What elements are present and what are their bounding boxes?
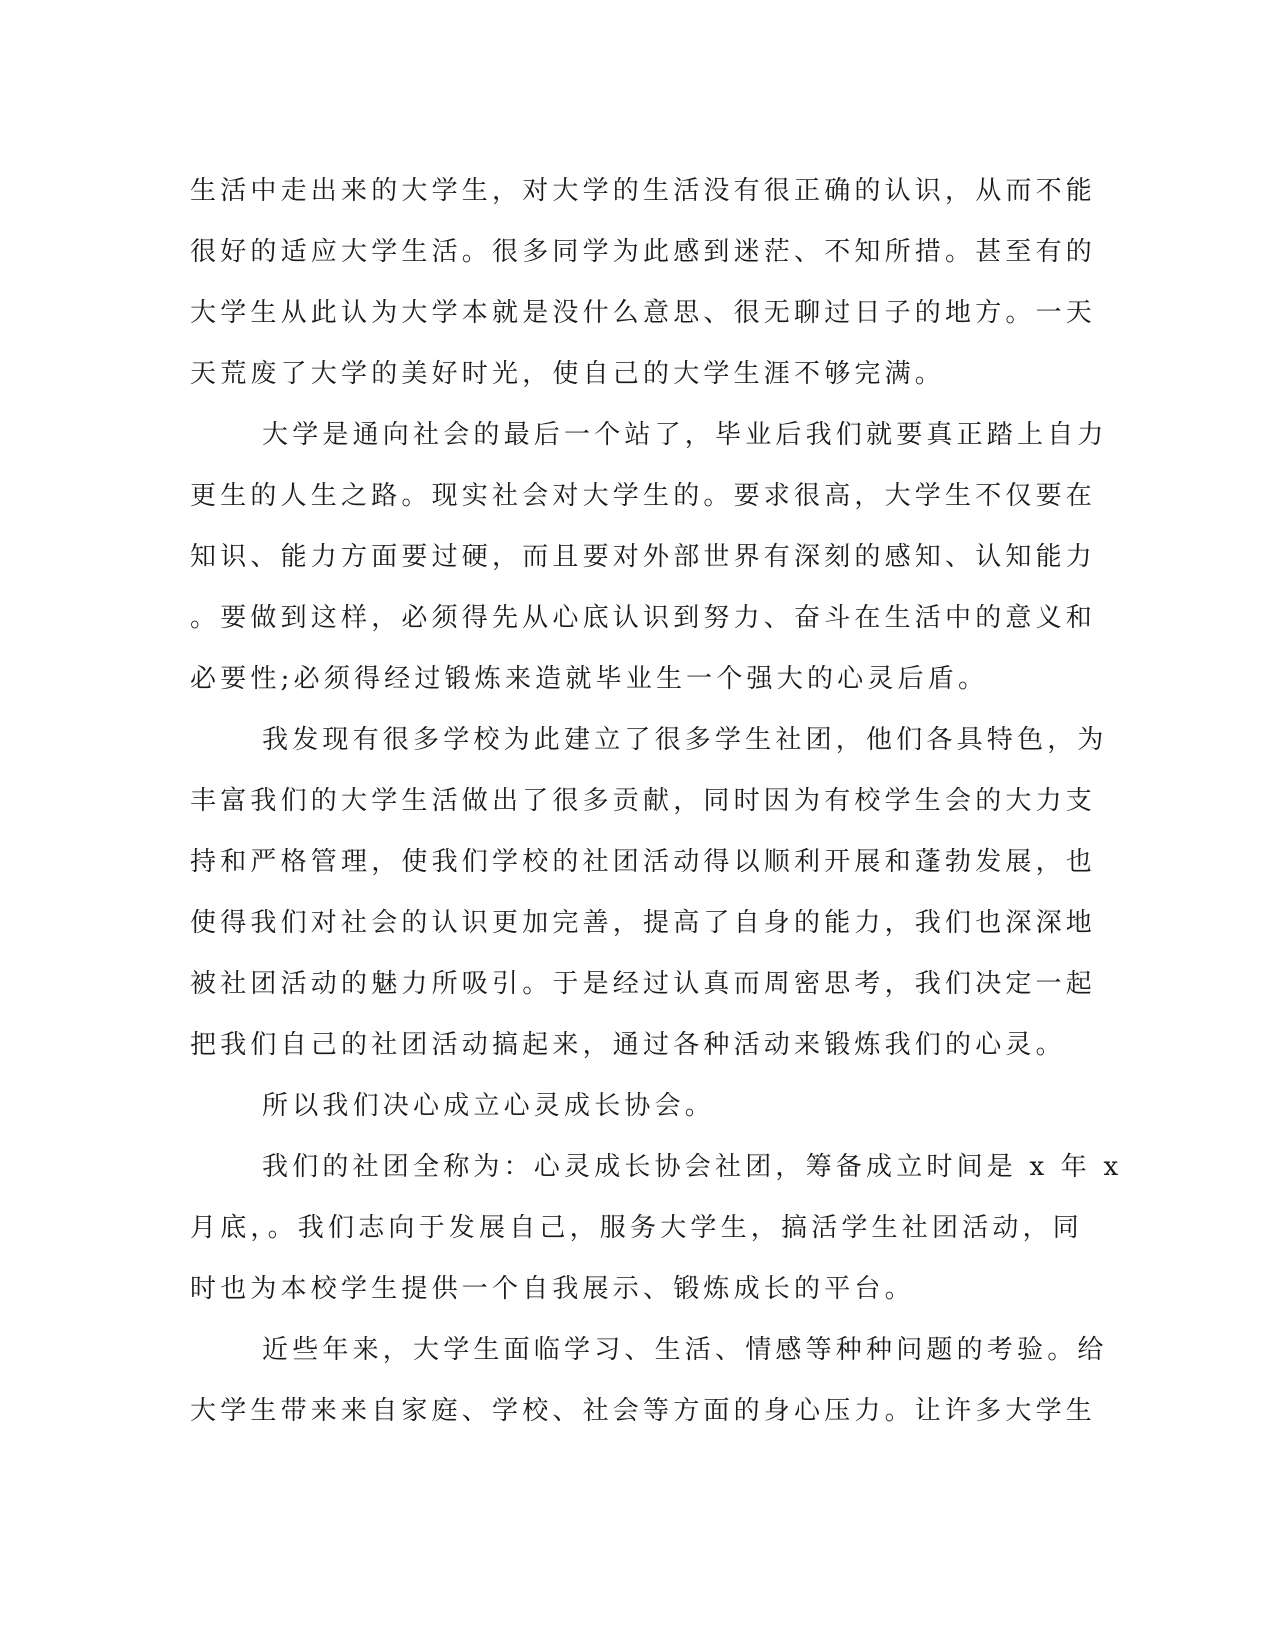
- text-line: 所以我们决心成立心灵成长协会。: [262, 1091, 716, 1121]
- text-line: 我发现有很多学校为此建立了很多学生社团，他们各具特色，为: [262, 725, 1108, 755]
- text-line: 时也为本校学生提供一个自我展示、锻炼成长的平台。: [190, 1274, 915, 1304]
- text-line: 把我们自己的社团活动搞起来，通过各种活动来锻炼我们的心灵。: [190, 1030, 1066, 1060]
- text-line: 丰富我们的大学生活做出了很多贡献，同时因为有校学生会的大力支: [190, 786, 1097, 816]
- text-line: 。要做到这样，必须得先从心底认识到努力、奋斗在生活中的意义和: [190, 603, 1097, 633]
- text-line: 更生的人生之路。现实社会对大学生的。要求很高，大学生不仅要在: [190, 481, 1097, 511]
- text-line: 持和严格管理，使我们学校的社团活动得以顺利开展和蓬勃发展，也: [190, 847, 1097, 877]
- text-line: 月底，。我们志向于发展自己，服务大学生，搞活学生社团活动，同: [190, 1213, 1084, 1243]
- text-line: 大学是通向社会的最后一个站了，毕业后我们就要真正踏上自力: [262, 420, 1108, 450]
- text-line: 大学生从此认为大学本就是没什么意思、很无聊过日子的地方。一天: [190, 298, 1097, 328]
- text-line: 被社团活动的魅力所吸引。于是经过认真而周密思考，我们决定一起: [190, 969, 1097, 999]
- text-line: 知识、能力方面要过硬，而且要对外部世界有深刻的感知、认知能力: [190, 542, 1097, 572]
- text-line: 必要性;必须得经过锻炼来造就毕业生一个强大的心灵后盾。: [190, 664, 989, 694]
- text-line: 很好的适应大学生活。很多同学为此感到迷茫、不知所措。甚至有的: [190, 237, 1097, 267]
- text-line: 生活中走出来的大学生，对大学的生活没有很正确的认识，从而不能: [190, 176, 1097, 206]
- text-line: 近些年来，大学生面临学习、生活、情感等种种问题的考验。给: [262, 1335, 1108, 1365]
- text-line: 大学生带来来自家庭、学校、社会等方面的身心压力。让许多大学生: [190, 1396, 1097, 1426]
- text-line: 天荒废了大学的美好时光，使自己的大学生涯不够完满。: [190, 359, 946, 389]
- document-body: [190, 161, 1123, 1442]
- text-line: 我们的社团全称为：心灵成长协会社团，筹备成立时间是 x 年 x: [262, 1152, 1123, 1182]
- text-line: 使得我们对社会的认识更加完善，提高了自身的能力，我们也深深地: [190, 908, 1097, 938]
